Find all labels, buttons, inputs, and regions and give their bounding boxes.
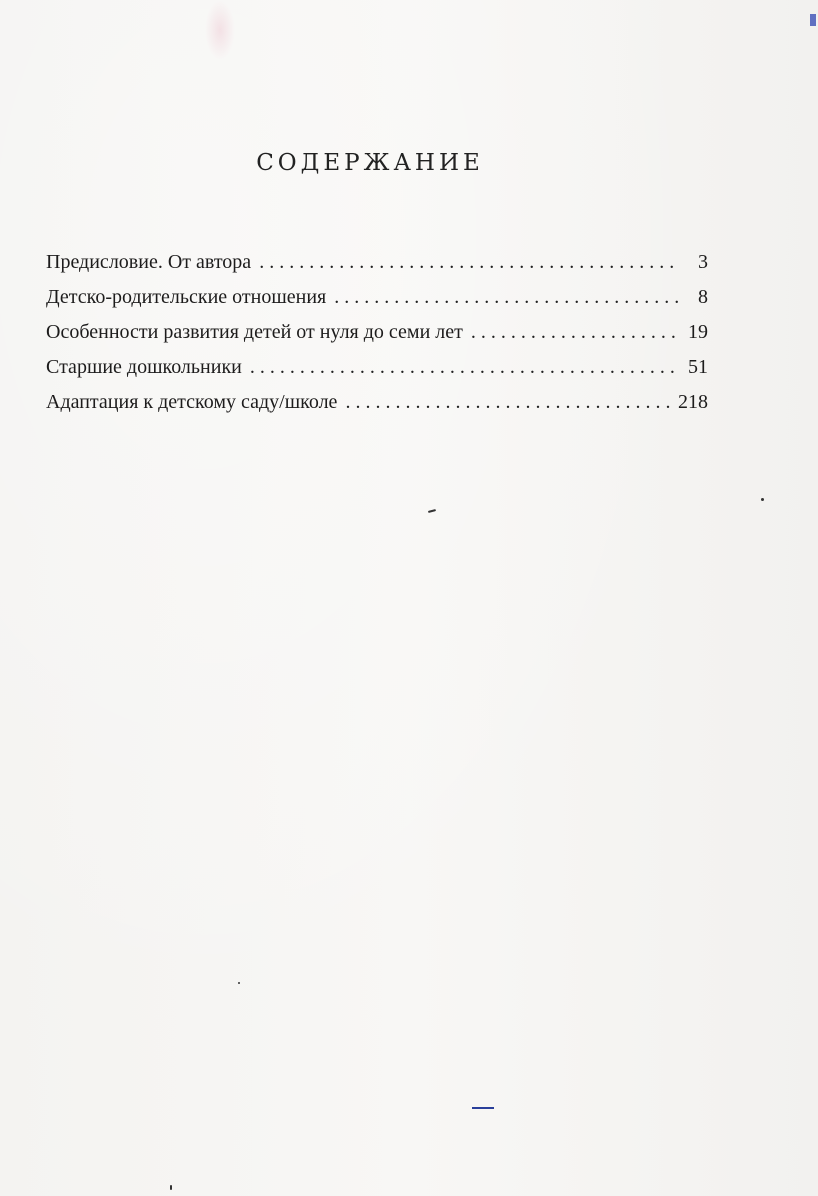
toc-entry-page: 19: [688, 321, 708, 343]
toc-entry-title: Старшие дошкольники: [46, 356, 242, 378]
toc-entry-page: 3: [698, 251, 708, 273]
dot-leader: [259, 245, 678, 280]
toc-entry-title: Предисловие. От автора: [46, 251, 252, 273]
dot-leader: [345, 385, 670, 420]
scan-speck: [761, 498, 764, 501]
bleed-through-line: [230, 58, 530, 70]
toc-entry-title: Адаптация к детскому саду/школе: [46, 391, 338, 413]
toc-entry: [46, 315, 708, 350]
toc-entry: [46, 280, 708, 315]
scan-speck: [428, 509, 436, 513]
toc-entry-title: Детско-родительские отношения: [46, 286, 327, 308]
toc-entry: [46, 350, 708, 385]
dot-leader: [334, 280, 678, 315]
table-of-contents: [46, 245, 708, 420]
dot-leader: [471, 315, 678, 350]
edge-mark: [810, 14, 816, 26]
stain-mark: [205, 0, 235, 60]
toc-entry: [46, 385, 708, 420]
scan-speck: [238, 982, 240, 984]
page-title: СОДЕРЖАНИЕ: [256, 150, 484, 176]
toc-entry: [46, 245, 708, 280]
toc-entry-page: 218: [678, 391, 708, 413]
dot-leader: [250, 350, 678, 385]
ink-mark: [472, 1107, 494, 1109]
toc-entry-title: Особенности развития детей от нуля до семи лет: [46, 321, 463, 343]
toc-entry-page: 8: [698, 286, 708, 308]
scan-speck: [170, 1185, 172, 1190]
toc-entry-page: 51: [688, 356, 708, 378]
